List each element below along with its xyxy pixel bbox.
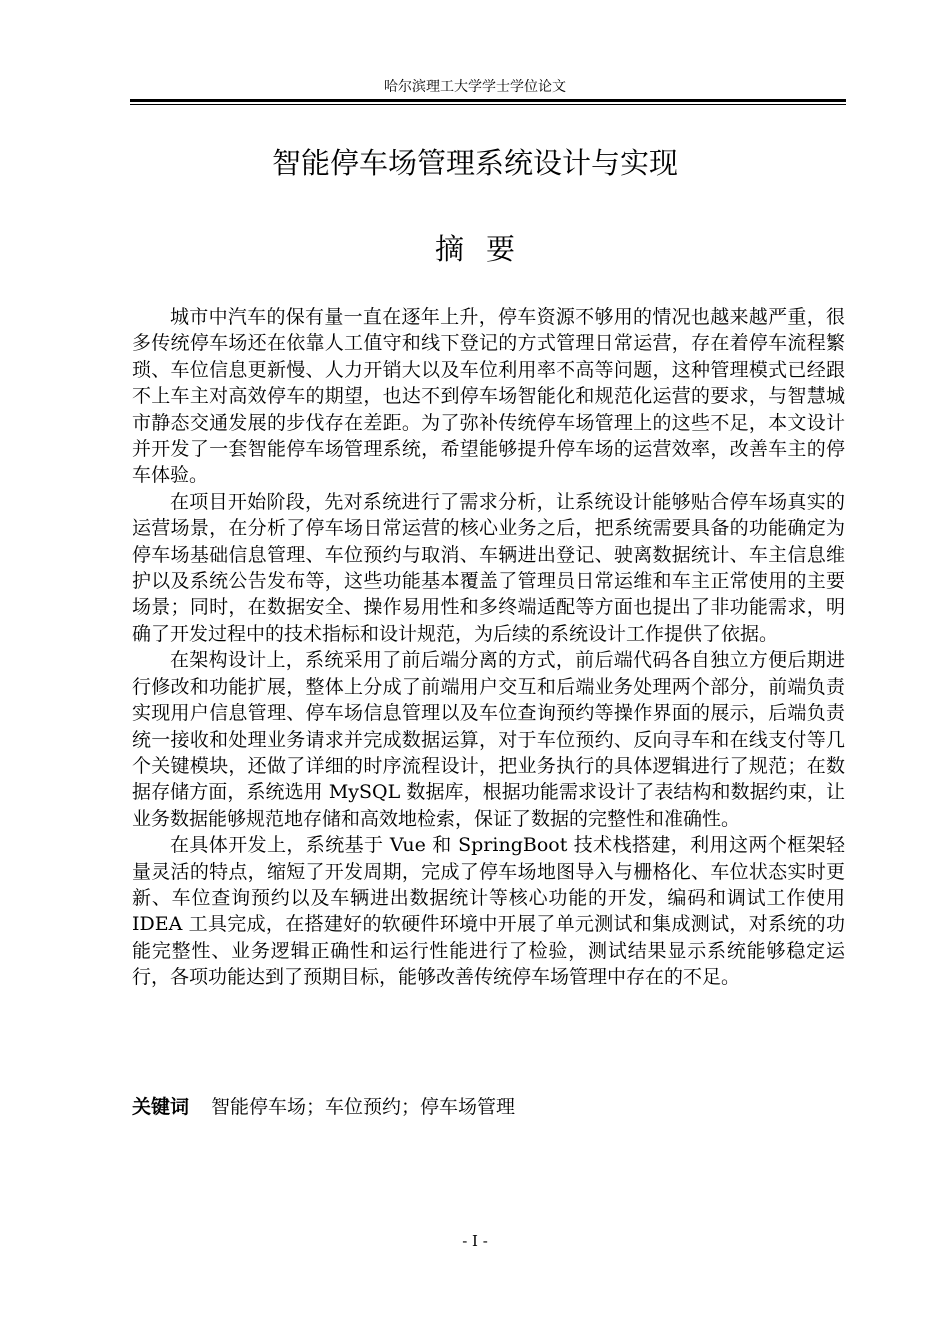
abstract-paragraph-4: 在具体开发上，系统基于 Vue 和 SpringBoot 技术栈搭建，利用这两个框架轻量灵活的特点，缩短了开发周期，完成了停车场地图导入与栅格化、车位状态实时更新、车位查询预约以及车辆进出数据统计等核心功能的开发，编码和调试工作使用 IDEA 工具完成，在搭建好的软硬件环境中开展了单元测试和集成测试，对系统的功能完整性、业务逻辑正确性和运行性能进行了检验，测试结果显示系统能够稳定运行，各项功能达到了预期目标，能够改善传统停车场管理中存在的不足。 <box>132 834 845 989</box>
page-number: - I - <box>462 1232 488 1250</box>
abstract-paragraph-3: 在架构设计上，系统采用了前后端分离的方式，前后端代码各自独立方便后期进行修改和功能扩展，整体上分成了前端用户交互和后端业务处理两个部分，前端负责实现用户信息管理、停车场信息管理以及车位查询预约等操作界面的展示，后端负责统一接收和处理业务请求并完成数据运算，对于车位预约、反向寻车和在线支付等几个关键模块，还做了详细的时序流程设计，把业务执行的具体逻辑进行了规范；在数据存储方面，系统选用 MySQL 数据库，根据功能需求设计了表结构和数据约束，让业务数据能够规范地存储和高效地检索，保证了数据的完整性和准确性。 <box>132 649 845 830</box>
thesis-title: 智能停车场管理系统设计与实现 <box>271 146 678 180</box>
abstract-paragraph-2: 在项目开始阶段，先对系统进行了需求分析，让系统设计能够贴合停车场真实的运营场景，在分析了停车场日常运营的核心业务之后，把系统需要具备的功能确定为停车场基础信息管理、车位预约与取消、车辆进出登记、驶离数据统计、车主信息维护以及系统公告发布等，这些功能基本覆盖了管理员日常运维和车主正常使用的主要场景；同时，在数据安全、操作易用性和多终端适配等方面也提出了非功能需求，明确了开发过程中的技术指标和设计规范，为后续的系统设计工作提供了依据。 <box>132 490 845 645</box>
running-header: 哈尔滨理工大学学士学位论文 <box>384 79 566 95</box>
header-rule-thin <box>130 104 846 105</box>
keywords-label: 关键词 <box>132 1096 190 1118</box>
abstract-heading: 摘要 <box>434 232 537 266</box>
keywords-text: 智能停车场；车位预约；停车场管理 <box>211 1096 516 1118</box>
header-rule-thick <box>130 99 846 102</box>
abstract-body <box>132 304 845 991</box>
abstract-paragraph-1: 城市中汽车的保有量一直在逐年上升，停车资源不够用的情况也越来越严重，很多传统停车场还在依靠人工值守和线下登记的方式管理日常运营，存在着停车流程繁琐、车位信息更新慢、人力开销大以及车位利用率不高等问题，这种管理模式已经跟不上车主对高效停车的期望，也达不到停车场智能化和规范化运营的要求，与智慧城市静态交通发展的步伐存在差距。为了弥补传统停车场管理上的这些不足，本文设计并开发了一套智能停车场管理系统，希望能够提升停车场的运营效率，改善车主的停车体验。 <box>132 306 845 487</box>
keywords <box>132 1094 845 1120</box>
